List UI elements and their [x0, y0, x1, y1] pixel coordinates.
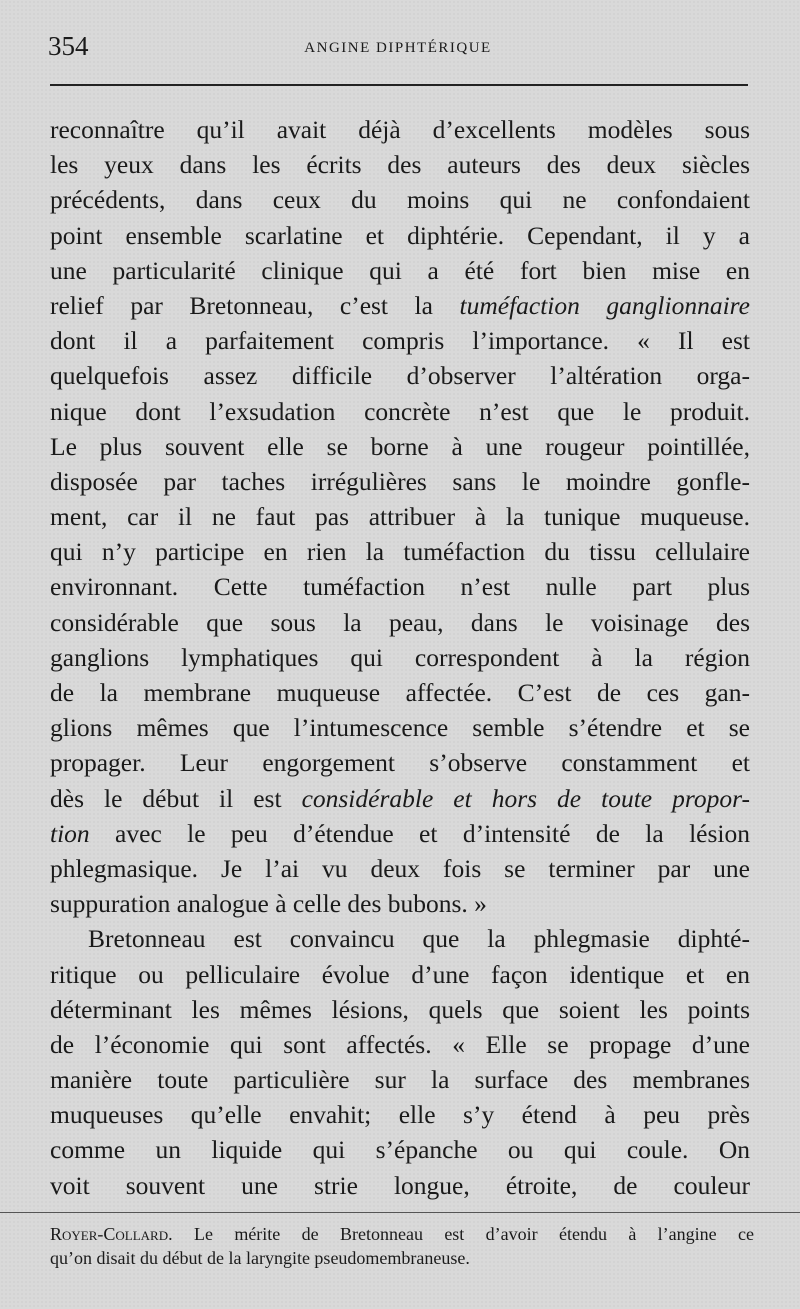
- text-line: propager. Leur engorgement s’observe constamment et: [50, 748, 750, 778]
- text-line: de l’économie qui sont affectés. « Elle se propage d’une: [50, 1029, 750, 1059]
- text-line: dont il a parfaitement compris l’importance. « Il est: [50, 326, 750, 356]
- text-line: Bretonneau est convaincu que la phlegmasie diphté-: [88, 924, 750, 954]
- italic-phrase: tion: [50, 818, 90, 848]
- text-line: disposée par taches irrégulières sans le moindre gonfle-: [50, 466, 750, 496]
- footnote-text: Le mérite de Bretonneau est d’avoir étendu à l’angine ce: [172, 1224, 754, 1244]
- text-line: ganglions lymphatiques qui correspondent à la région: [50, 642, 750, 672]
- body-text: [50, 112, 750, 1203]
- text-line: manière toute particulière sur la surface des membranes: [50, 1065, 750, 1095]
- text-line: Le plus souvent elle se borne à une rougeur pointillée,: [50, 431, 750, 461]
- footnote-author: Royer-Collard.: [50, 1224, 173, 1244]
- text-line: ment, car il ne faut pas attribuer à la tunique muqueuse.: [50, 502, 750, 532]
- text-line: environnant. Cette tuméfaction n’est nulle part plus: [50, 572, 750, 602]
- text-line: précédents, dans ceux du moins qui ne confondaient: [50, 185, 750, 215]
- text-line: comme un liquide qui s’épanche ou qui coule. On: [50, 1135, 750, 1165]
- page-number: 354: [48, 31, 89, 61]
- text-line: point ensemble scarlatine et diphtérie. Cependant, il y a: [50, 220, 750, 250]
- running-title: ANGINE DIPHTÉRIQUE: [304, 40, 492, 56]
- text-line: nique dont l’exsudation concrète n’est que le produit.: [50, 396, 750, 426]
- footnote: [50, 1222, 754, 1270]
- text-line: de la membrane muqueuse affectée. C’est de ces gan-: [50, 678, 750, 707]
- text-line: quelquefois assez difficile d’observer l’altération orga-: [50, 361, 750, 391]
- text-line: phlegmasique. Je l’ai vu deux fois se terminer par une: [50, 853, 750, 883]
- text-line: suppuration analogue à celle des bubons. »: [50, 889, 487, 919]
- italic-phrase: tuméfaction ganglionnaire: [459, 290, 750, 320]
- text-segment: relief par Bretonneau, c’est la: [50, 290, 460, 320]
- text-segment: dès le début il est: [50, 783, 302, 813]
- text-line: muqueuses qu’elle envahit; elle s’y étend à peu près: [50, 1100, 750, 1130]
- footnote-rule: [0, 1212, 800, 1213]
- text-line: [50, 288, 750, 323]
- text-line: une particularité clinique qui a été fort bien mise en: [50, 255, 750, 285]
- page-header: [48, 30, 748, 70]
- text-segment: avec le peu d’étendue et d’intensité de la lésion: [89, 818, 750, 848]
- text-line: déterminant les mêmes lésions, quels que soient les points: [50, 994, 750, 1024]
- header-rule: [50, 84, 748, 86]
- text-line: [50, 781, 750, 816]
- footnote-line: [50, 1222, 754, 1246]
- text-line: voit souvent une strie longue, étroite, de couleur: [50, 1170, 750, 1200]
- italic-phrase: considérable et hors de toute propor-: [301, 783, 750, 813]
- text-line: considérable que sous la peau, dans le voisinage des: [50, 607, 750, 637]
- text-line: reconnaître qu’il avait déjà d’excellents modèles sous: [50, 115, 750, 144]
- text-line: qui n’y participe en rien la tuméfaction du tissu cellulaire: [50, 537, 750, 567]
- text-line: [50, 816, 750, 851]
- text-line: ritique ou pelliculaire évolue d’une façon identique et en: [50, 959, 750, 989]
- text-line: les yeux dans les écrits des auteurs des deux siècles: [50, 150, 750, 180]
- text-line: glions mêmes que l’intumescence semble s’étendre et se: [50, 713, 750, 743]
- footnote-line: qu’on disait du début de la laryngite pseudomembraneuse.: [50, 1248, 470, 1268]
